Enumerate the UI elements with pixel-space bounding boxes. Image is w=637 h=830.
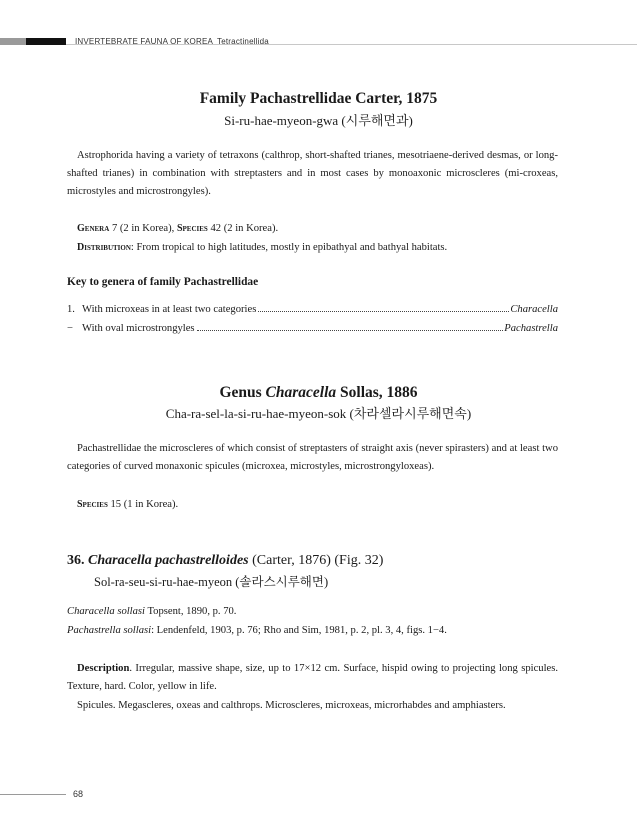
genus-species-label: Species — [77, 499, 108, 510]
key-item-marker: 1. — [67, 304, 75, 315]
description-text: . Irregular, massive shape, size, up to 17×12 cm. Surface, hispid owing to projecting long spicules. Texture, hard. Color, yellow in life. — [67, 663, 558, 693]
synonym-ref: Topsent, 1890, p. 70. — [144, 606, 237, 617]
genus-description: Pachastrellidae the microscleres of which consist of streptasters of straight axis (never spirasters) and at least two categories of curved monaxonic spicules (microxea, microstyles, microstrongyloxeas). — [67, 443, 558, 473]
key-item-leader — [197, 330, 504, 331]
family-description: Astrophorida having a variety of tetraxons (calthrop, short-shafted trianes, mesotriaene-derived desmas, or long-shafted trianes) in combination with streptasters and in most cases by monoaxonic microscleres (mi-croxeas, microstyles and microstrongyles). — [67, 150, 558, 198]
species-number: 36. — [67, 553, 85, 568]
family-title: Family Pachastrellidae Carter, 1875 — [199, 90, 438, 107]
species-description — [67, 660, 558, 696]
header-bar-gray — [0, 38, 26, 45]
key-item-genus: Pachastrella — [504, 323, 558, 334]
distribution-text: : From tropical to high latitudes, mostly in epibathyal and bathyal habitats. — [130, 242, 448, 253]
synonym-ref: : Lendenfeld, 1903, p. 76; Rho and Sim, 1981, p. 2, pl. 3, 4, figs. 1−4. — [151, 625, 447, 636]
synonym-entry — [67, 606, 236, 617]
synonym-entry — [67, 625, 447, 636]
genus-title — [0, 384, 637, 402]
key-item-marker: − — [67, 323, 73, 334]
genus-species-text: 15 (1 in Korea). — [107, 499, 179, 510]
synonym-name: Characella sollasi — [67, 606, 145, 617]
species-name: Characella pachastrelloides — [88, 553, 249, 568]
species-authority: (Carter, 1876) (Fig. 32) — [248, 553, 384, 568]
genus-title-suffix: Sollas, 1886 — [336, 384, 418, 401]
species-text: 42 (2 in Korea). — [207, 223, 279, 234]
header-subtitle: Tetractinellida — [217, 37, 269, 46]
key-item — [67, 304, 558, 315]
key-item-leader — [258, 311, 509, 312]
family-romanization: Si-ru-hae-myeon-gwa (시루해면과) — [224, 113, 413, 128]
family-genera-species — [67, 220, 558, 238]
genus-title-prefix: Genus — [219, 384, 266, 401]
key-title: Key to genera of family Pachastrellidae — [67, 276, 259, 288]
footer-rule — [0, 794, 66, 795]
genera-label: Genera — [77, 223, 110, 234]
genera-text: 7 (2 in Korea), — [109, 223, 177, 234]
running-header — [75, 37, 269, 46]
key-item-text: With microxeas in at least two categories — [82, 304, 257, 315]
genus-species — [67, 496, 558, 514]
genus-romanization: Cha-ra-sel-la-si-ru-hae-myeon-sok (차라셀라시루해면속) — [165, 406, 472, 421]
header-title: INVERTEBRATE FAUNA OF KOREA — [75, 37, 214, 46]
family-distribution — [67, 239, 558, 257]
page-number: 68 — [73, 789, 84, 799]
key-item-text: With oval microstrongyles — [82, 323, 195, 334]
description-label: Description — [77, 663, 130, 674]
synonym-name: Pachastrella sollasi — [67, 625, 152, 636]
species-spicules: Spicules. Megascleres, oxeas and calthrops. Microscleres, microxeas, microrhabdes and amphiasters. — [77, 700, 506, 711]
header-bar-black — [26, 38, 66, 45]
species-romanization: Sol-ra-seu-si-ru-hae-myeon (솔라스시루해면) — [94, 575, 329, 589]
species-label: Species — [176, 223, 208, 234]
key-item-genus: Characella — [510, 304, 558, 315]
genus-title-name: Characella — [265, 384, 337, 401]
key-item — [67, 323, 558, 334]
distribution-label: Distribution — [77, 242, 131, 253]
species-title — [67, 553, 383, 569]
